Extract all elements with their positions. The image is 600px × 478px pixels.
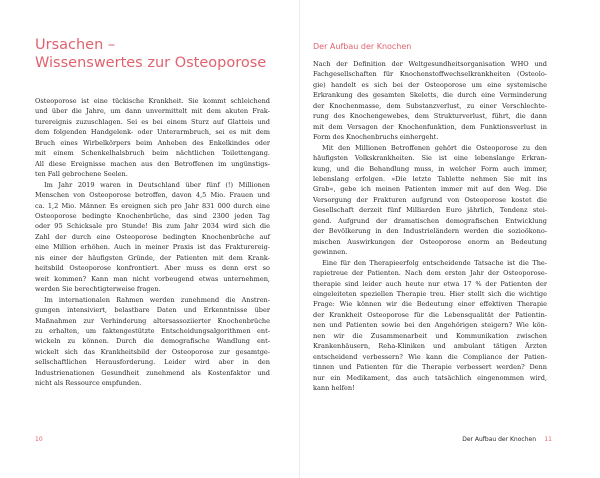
text-line: eine Million erhöhen. Auch in meiner Praxis ist das Frakturereig-	[35, 243, 270, 252]
section-heading: Der Aufbau der Knochen	[313, 42, 412, 51]
text-line: eingeleiteten speziellen Therapie treu. Hier stellt sich die wichtige	[313, 289, 547, 298]
text-line: ten Fall gebrochene Seelen.	[35, 170, 128, 179]
text-line: kann helfen!	[313, 384, 355, 393]
text-line: ca. 1,2 Mio. Männer. Es ereignen sich pro Jahr 831 000 durch eine	[35, 201, 270, 210]
text-line: Maßnahmen zur Verhinderung altersassoziierter Knochenbrüche	[35, 316, 270, 325]
text-line: rung des Knochengewebes, dem Strukturverlust, führt, die dann	[313, 112, 547, 121]
page-number: 11	[544, 436, 552, 443]
text-line: Osteoporose bedingte Knochenbrüche, das sind 2300 jeden Tag	[35, 211, 270, 220]
text-line: All diese Ereignisse machen aus den Betroffenen im ungünstigs-	[35, 159, 270, 168]
text-line: Mit den Millionen Betroffenen gehört die Osteoporose zu den	[322, 143, 547, 152]
text-line: Versorgung der Frakturen aufgrund von Osteoporose kostet die	[313, 195, 547, 204]
text-line: nicht als Ressource empfunden.	[35, 379, 142, 388]
paragraph	[313, 143, 547, 258]
text-line: gungen intensiviert, belastbare Daten und Erkenntnisse über	[35, 306, 270, 315]
text-line: nen und Patienten sowie bei den Angehörigen steigern? Wie kön-	[313, 321, 547, 330]
text-line: häufigsten Volkskrankheiten. Sie ist eine lebenslange Erkran-	[313, 154, 547, 163]
text-line: lebenslang erfolgen. »Die letzte Tablette nehmen Sie mit ins	[313, 174, 547, 183]
text-line: turereignis zuzuschlagen. Sei es bei einem Sturz auf Glatteis und	[35, 117, 270, 126]
text-line: Bruch eines Wirbelkörpers beim Anheben des Enkelkindes oder	[35, 138, 270, 147]
text-line: mit einem Schenkelhalsbruch beim nächtlichen Toilettengang.	[35, 149, 270, 158]
text-line: tinnen und Patienten für die Therapie verbessert werden? Denn	[313, 363, 547, 372]
text-line: der Bevölkerung in den Industrieländern werden die sozioökono-	[313, 227, 547, 236]
paragraph	[35, 295, 270, 389]
text-line: sellschaftlichen Herausforderung. Leider wird aber in den	[35, 358, 270, 367]
text-line: Zahl der durch eine Osteoporose bedingten Knochenbrüche auf	[35, 232, 270, 241]
text-line: Frage: Wie können wir die Bedeutung einer effektiven Therapie	[313, 300, 547, 309]
running-head: Der Aufbau der Knochen	[462, 436, 536, 443]
text-line: Osteoporose ist eine tückische Krankheit. Sie kommt schleichend	[35, 97, 270, 105]
paragraph	[313, 258, 547, 394]
text-line: gie) handelt es sich bei der Osteoporose um eine systemische	[313, 80, 547, 89]
text-line: dem folgenden Handgelenk- oder Unterarmbruch, sei es mit dem	[35, 128, 270, 137]
text-line: gend. Aufgrund der dramatischen demografischen Entwicklung	[313, 216, 547, 225]
text-line: nis einer der häufigsten Gründe, der Patienten mit dem Krank-	[35, 253, 270, 262]
left-body-text	[35, 96, 270, 389]
text-line: und über die Jahre, um dann unvermittelt mit dem akuten Frak-	[35, 107, 270, 116]
page-number: 10	[35, 436, 43, 443]
paragraph	[313, 59, 547, 143]
text-line: mischen Auswirkungen der Osteoporose enorm an Bedeutung	[313, 237, 547, 246]
text-line: Form des Knochenbruchs einhergeht.	[313, 133, 439, 142]
text-line: nur ein Medikament, das auch tatsächlich eingenommen wird,	[313, 373, 547, 382]
text-line: werden Sie berechtigterweise fragen.	[35, 285, 161, 294]
text-line: heitsbild Osteoporose konfrontiert. Aber muss es denn erst so	[35, 264, 270, 273]
chapter-title-line: Ursachen –	[35, 37, 116, 53]
text-line: der Knochenmasse, dem Substanzverlust, zu einer Verschlechte-	[313, 101, 547, 110]
text-line: wickeln zu können. Durch die demografische Wandlung ent-	[35, 337, 270, 346]
text-line: Menschen von Osteoporose betroffen, davon 4,5 Mio. Frauen und	[35, 191, 270, 200]
paragraph	[35, 96, 270, 180]
text-line: entscheidend verbessern? Wie kann die Compliance der Patien-	[313, 352, 547, 361]
text-line: gewinnen.	[313, 248, 348, 257]
chapter-title	[35, 36, 285, 72]
text-line: rapietreue der Patienten. Nach dem ersten Jahr der Osteoporose-	[313, 269, 547, 278]
chapter-title-line: Wissenswertes zur Osteoporose	[35, 55, 267, 71]
paragraph	[35, 180, 270, 295]
text-line: Im internationalen Rahmen werden zunehmend die Anstren-	[44, 295, 270, 304]
right-body-text	[313, 59, 547, 394]
text-line: Nach der Definition der Weltgesundheitsorganisation WHO und	[313, 60, 547, 68]
text-line: Gesellschaft derzeit fünf Milliarden Euro jährlich, Tendenz stei-	[313, 206, 547, 215]
text-line: wickelt sich das Krankheitsbild der Osteoporose zur gesamtge-	[35, 347, 270, 356]
text-line: weit kommen? Kann man nicht vorbeugend etwas unternehmen,	[35, 274, 270, 283]
text-line: kung, und die Behandlung muss, in welcher Form auch immer,	[313, 164, 547, 173]
text-line: Grab«, gebe ich meinen Patienten immer mit auf den Weg. Die	[313, 185, 547, 194]
text-line: therapie sind leider auch heute nur etwa 17 % der Patienten der	[313, 279, 547, 288]
text-line: Erkrankung des gesamten Skeletts, die durch eine Verminderung	[313, 91, 547, 100]
text-line: Fachgesellschaften für Knochenstoffwechselkrankheiten (Osteolo-	[313, 70, 547, 79]
text-line: Industrienationen Gesundheit zunehmend als Kostenfaktor und	[35, 368, 270, 377]
text-line: zu erhalten, um faktengestützte Entscheidungsalgorithmen ent-	[35, 326, 270, 335]
text-line: der Krankheit Osteoporose für die Lebensqualität der Patientin-	[313, 310, 547, 319]
text-line: Eine für den Therapieerfolg entscheidende Tatsache ist die The-	[322, 258, 547, 267]
text-line: Im Jahr 2019 waren in Deutschland über fünf (!) Millionen	[44, 180, 270, 189]
text-line: mit dem Versagen der Knochenfunktion, dem Funktionsverlust in	[313, 122, 547, 131]
text-line: nen wir die Zusammenarbeit und Kommunikation zwischen	[313, 331, 547, 340]
text-line: oder 95 Schicksale pro Stunde! Bis zum Jahr 2034 wird sich die	[35, 222, 270, 231]
text-line: Krankenhäusern, Reha-Kliniken und ambulant tätigen Ärzten	[313, 342, 547, 351]
